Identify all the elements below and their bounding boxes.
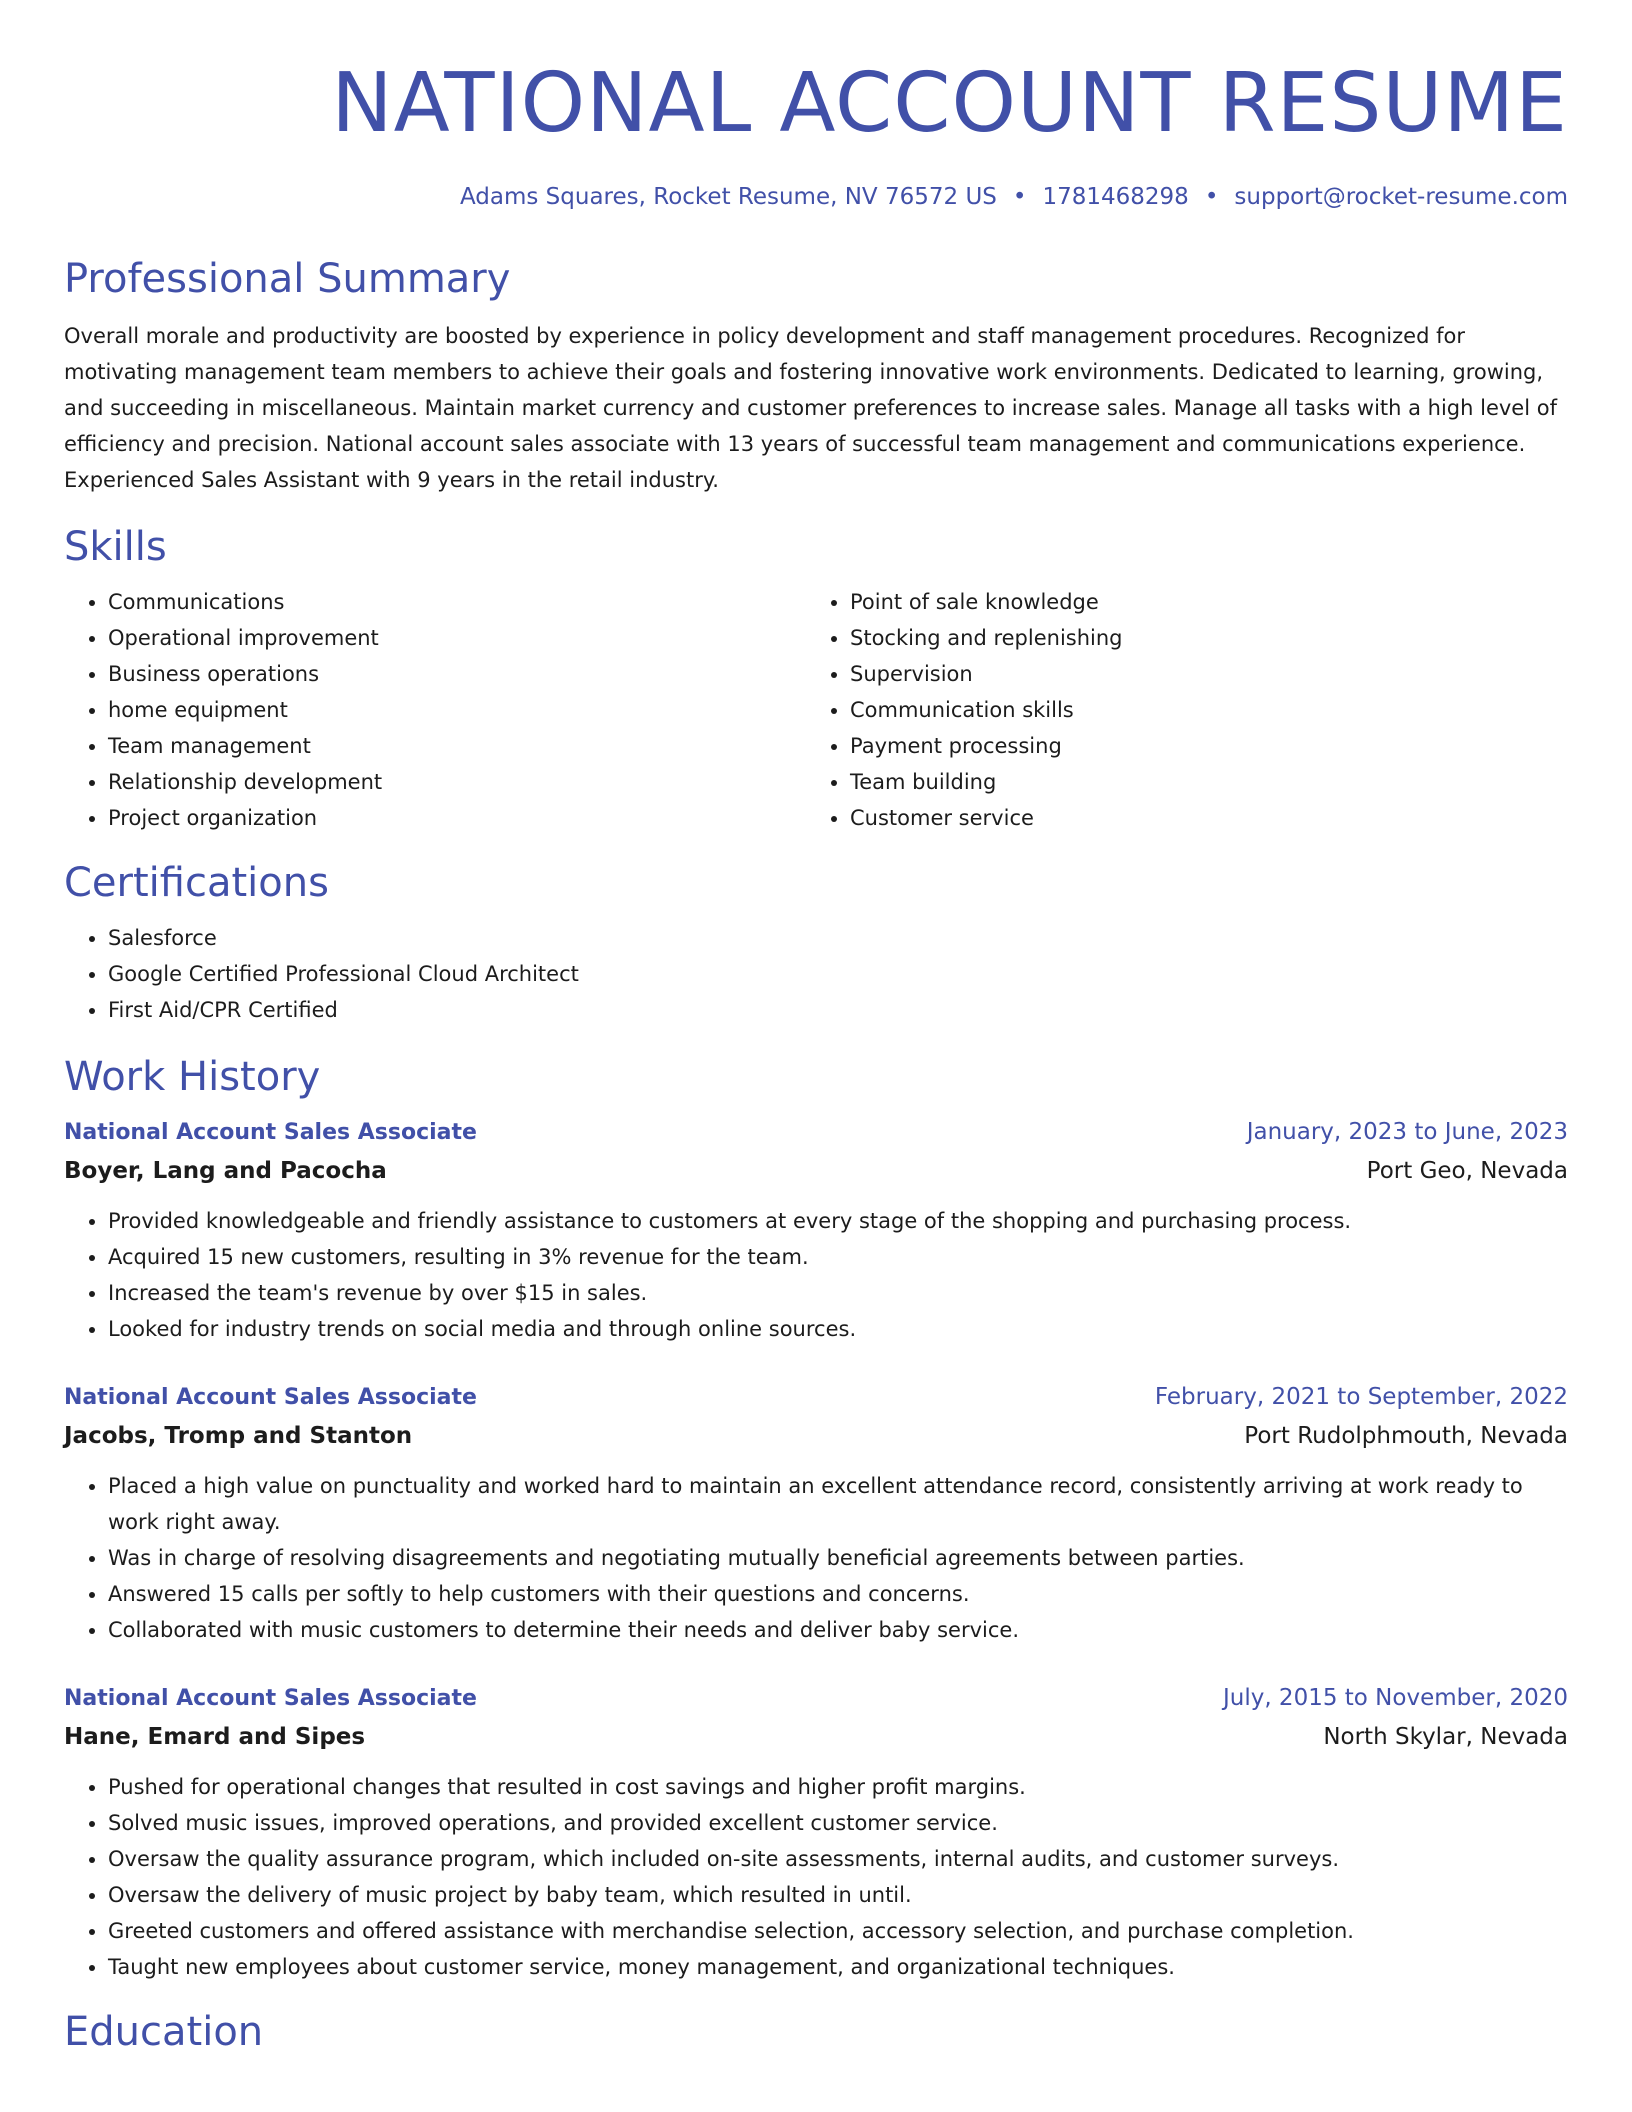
job-company: Hane, Emard and Sipes [64,1724,366,1750]
job-subheader [64,1151,1568,1191]
certification-item: • First Aid/CPR Certified [108,992,1568,1028]
section-title-certifications: Certifications [64,860,329,906]
job-bullets [64,1769,1568,1985]
education-section [64,2007,1568,2057]
job-location: North Skylar, Nevada [1323,1724,1568,1750]
job-bullets [64,1203,1568,1347]
summary-section [64,254,1568,498]
job-bullet: • Collaborated with music customers to determine their needs and deliver baby service. [108,1612,1568,1648]
skill-item: • Relationship development [108,764,806,800]
skill-item: • home equipment [108,692,806,728]
skill-item: • Team management [108,728,806,764]
job-company: Boyer, Lang and Pacocha [64,1158,387,1184]
job-bullet: • Placed a high value on punctuality and worked hard to maintain an excellent attendance record, consistently arriving at work ready to work right away. [108,1468,1568,1540]
job-location: Port Rudolphmouth, Nevada [1244,1423,1568,1449]
job-title: National Account Sales Associate [64,1385,477,1410]
contact-line [64,182,1568,212]
job-bullet: • Oversaw the quality assurance program, which included on-site assessments, internal audits, and customer surveys. [108,1841,1568,1877]
contact-email: support@rocket-resume.com [1234,184,1568,210]
job-header [64,1379,1568,1416]
job-bullet: • Pushed for operational changes that resulted in cost savings and higher profit margins. [108,1769,1568,1805]
job-subheader [64,1416,1568,1456]
section-title-skills: Skills [64,524,167,570]
certification-item: • Salesforce [108,920,1568,956]
job-bullet: • Greeted customers and offered assistance with merchandise selection, accessory selection, and purchase completion. [108,1913,1568,1949]
job-bullet: • Acquired 15 new customers, resulting in 3% revenue for the team. [108,1239,1568,1275]
job-bullet: • Provided knowledgeable and friendly assistance to customers at every stage of the shopping and purchasing process. [108,1203,1568,1239]
job-dates: July, 2015 to November, 2020 [1222,1685,1568,1711]
skill-item: • Payment processing [850,728,1548,764]
contact-separator: • [1204,184,1219,210]
job-header [64,1114,1568,1151]
job-title: National Account Sales Associate [64,1686,477,1711]
job-bullet: • Was in charge of resolving disagreements and negotiating mutually beneficial agreements between parties. [108,1540,1568,1576]
job-dates: January, 2023 to June, 2023 [1246,1119,1568,1145]
job-bullet: • Increased the team's revenue by over $15 in sales. [108,1275,1568,1311]
job-bullets [64,1468,1568,1648]
skills-columns [64,584,1568,836]
job-entry [64,1114,1568,1347]
summary-text: Overall morale and productivity are boosted by experience in policy development and staff management procedures. Recognized for motivating management team members to achieve their goals and fostering innovative work environments. Dedicated to learning, growing, and succeeding in miscellaneous. Maintain market currency and customer preferences to increase sales. Manage all tasks with a high level of efficiency and precision. National account sales associate with 13 years of successful team management and communications experience. Experienced Sales Assistant with 9 years in the retail industry. [64,324,1557,492]
resume-page [64,0,1568,2057]
section-title-work: Work History [64,1054,321,1100]
skill-item: • Operational improvement [108,620,806,656]
job-subheader [64,1717,1568,1757]
contact-phone: 1781468298 [1042,184,1189,210]
job-entry [64,1379,1568,1648]
skill-item: • Point of sale knowledge [850,584,1548,620]
job-header [64,1680,1568,1717]
contact-address: Adams Squares, Rocket Resume, NV 76572 US [459,184,997,210]
skill-item: • Stocking and replenishing [850,620,1548,656]
certification-item: • Google Certified Professional Cloud Architect [108,956,1568,992]
job-dates: February, 2021 to September, 2022 [1154,1384,1568,1410]
job-bullet: • Looked for industry trends on social media and through online sources. [108,1311,1568,1347]
job-bullet: • Answered 15 calls per softly to help customers with their questions and concerns. [108,1576,1568,1612]
skill-item: • Communication skills [850,692,1548,728]
skill-item: • Business operations [108,656,806,692]
job-entry [64,1680,1568,1985]
section-title-summary: Professional Summary [64,256,511,302]
work-section [64,1052,1568,1985]
job-company: Jacobs, Tromp and Stanton [64,1423,413,1449]
job-bullet: • Taught new employees about customer service, money management, and organizational techniques. [108,1949,1568,1985]
job-bullet: • Solved music issues, improved operations, and provided excellent customer service. [108,1805,1568,1841]
skill-item: • Project organization [108,800,806,836]
job-location: Port Geo, Nevada [1366,1158,1568,1184]
job-bullet: • Oversaw the delivery of music project by baby team, which resulted in until. [108,1877,1568,1913]
contact-separator: • [1012,184,1027,210]
section-title-education: Education [64,2009,264,2055]
skill-item: • Communications [108,584,806,620]
skills-section [64,522,1568,836]
resume-name: NATIONAL ACCOUNT RESUME [331,56,1568,151]
certifications-list [64,920,1568,1028]
skill-item: • Customer service [850,800,1548,836]
skills-column-right [806,584,1548,836]
skill-item: • Supervision [850,656,1548,692]
certifications-section [64,858,1568,1028]
skills-column-left [64,584,806,836]
job-title: National Account Sales Associate [64,1120,477,1145]
skill-item: • Team building [850,764,1548,800]
